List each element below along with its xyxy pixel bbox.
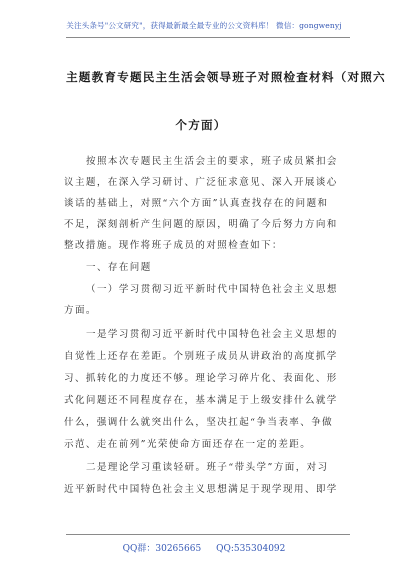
paragraph-line: 按照本次专题民主生活会主的要求，班子成员紧扣会 (86, 156, 338, 167)
footer-qq-number[interactable]: QQ:535304092 (216, 544, 286, 554)
section-heading: 一、存在问题 (86, 262, 152, 273)
paragraph-line: 谈话的基础上，对照“六个方面”认真查找存在的问题和 (64, 198, 329, 209)
subsection-heading: （一）学习贯彻习近平新时代中国特色社会主义思想 (86, 284, 338, 295)
header-divider (66, 37, 350, 38)
footer-divider (66, 534, 350, 535)
subsection-heading: 方面。 (64, 305, 97, 316)
paragraph-line: 二是理论学习重读轻研。班子“带头学”方面，对习 (86, 462, 329, 473)
paragraph-line: 示范、走在前列”光荣使命方面还存在一定的差距。 (64, 439, 312, 450)
footer (0, 541, 408, 554)
paragraph-line: 议主题，在深入学习研讨、广泛征求意见、深入开展谈心 (64, 177, 338, 188)
paragraph-line: 不足，深刻剖析产生问题的原因，明确了今后努力方向和 (64, 219, 338, 230)
paragraph-line: 一是学习贯彻习近平新时代中国特色社会主义思想的 (86, 329, 338, 340)
footer-qq-group[interactable]: QQ群：30265665 (122, 544, 202, 554)
paragraph-line: 式化问题还不同程度存在，基本满足于上级安排什么就学 (64, 395, 338, 406)
paragraph-line: 近平新时代中国特色社会主义思想满足于现学现用、即学 (64, 484, 338, 495)
document-title-line-2: 个方面） (175, 118, 227, 132)
document-title-line-1: 主题教育专题民主生活会领导班子对照检查材料（对照六 (66, 70, 386, 84)
paragraph-line: 习、抓转化的力度还不够。理论学习碎片化、表面化、形 (64, 373, 338, 384)
paragraph-line: 什么，强调什么就突出什么，坚决扛起“争当表率、争做 (64, 417, 334, 428)
paragraph-line: 整改措施。现作将班子成员的对照检查如下： (64, 240, 284, 251)
paragraph-line: 自觉性上还存在差距。个别班子成员从讲政治的高度抓学 (64, 351, 338, 362)
header-banner[interactable]: 关注头条号"公文研究"，获得最新最全最专业的公文资料库！ 微信：gongwenyj (66, 21, 342, 30)
